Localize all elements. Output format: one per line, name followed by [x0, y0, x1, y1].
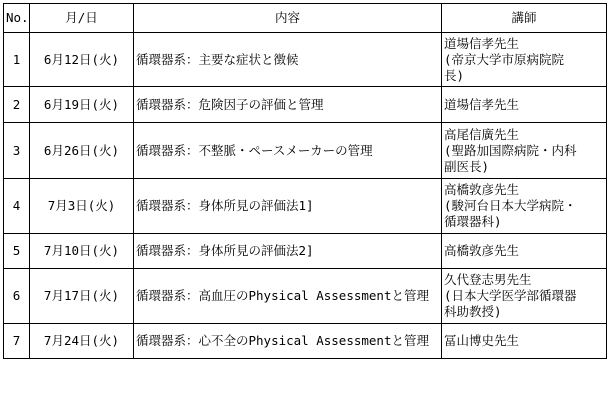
lecturer-line: 久代登志男先生	[444, 272, 532, 287]
table-row	[4, 179, 607, 234]
row-content: 循環器系：身体所見の評価法2]	[134, 234, 442, 269]
lecturer-line: (帝京大学市原病院院	[444, 51, 565, 67]
table-row	[4, 324, 607, 359]
lecturer-line: 道場信孝先生	[444, 35, 520, 51]
lecturer-line: 高橋敦彦先生	[444, 182, 520, 197]
lecturer-line: 長)	[444, 67, 465, 83]
lecturer-line: 循環器科)	[444, 214, 502, 229]
table-header-row	[4, 4, 607, 33]
row-lecturer	[442, 179, 607, 234]
row-no: 6	[4, 269, 30, 324]
lecturer-line: 副医長)	[444, 158, 490, 174]
table-row	[4, 269, 607, 324]
row-lecturer	[442, 123, 607, 179]
row-no: 5	[4, 234, 30, 269]
lecturer-line: 高尾信廣先生	[444, 126, 520, 142]
lecturer-line: (聖路加国際病院・内科	[444, 142, 577, 158]
row-date: 6月19日(火)	[30, 87, 134, 123]
row-lecturer	[442, 324, 607, 359]
row-lecturer	[442, 234, 607, 269]
row-date: 7月10日(火)	[30, 234, 134, 269]
row-lecturer	[442, 269, 607, 324]
row-lecturer	[442, 33, 607, 87]
row-date: 7月17日(火)	[30, 269, 134, 324]
row-no: 1	[4, 33, 30, 87]
lecturer-line: (駿河台日本大学病院・	[444, 198, 577, 213]
table-row	[4, 87, 607, 123]
lecturer-line: 高橋敦彦先生	[444, 243, 520, 258]
row-content: 循環器系：身体所見の評価法1]	[134, 179, 442, 234]
header-content: 内容	[134, 4, 442, 33]
table-row	[4, 234, 607, 269]
table-row	[4, 123, 607, 179]
row-date: 7月3日(火)	[30, 179, 134, 234]
table-row	[4, 33, 607, 87]
row-no: 7	[4, 324, 30, 359]
row-no: 3	[4, 123, 30, 179]
row-date: 7月24日(火)	[30, 324, 134, 359]
lecturer-line: (日本大学医学部循環器	[444, 288, 577, 303]
row-content: 循環器系：心不全のPhysical Assessmentと管理	[134, 324, 442, 359]
row-date: 6月12日(火)	[30, 33, 134, 87]
lecturer-line: 科助教授)	[444, 304, 502, 319]
lecturer-line: 冨山博史先生	[444, 333, 520, 348]
lecturer-line: 道場信孝先生	[444, 96, 520, 112]
row-no: 4	[4, 179, 30, 234]
lecture-schedule-table	[3, 3, 607, 359]
row-no: 2	[4, 87, 30, 123]
row-content: 循環器系：主要な症状と徴候	[134, 33, 442, 87]
row-content: 循環器系：危険因子の評価と管理	[134, 87, 442, 123]
row-lecturer	[442, 87, 607, 123]
row-date: 6月26日(火)	[30, 123, 134, 179]
header-no: No.	[4, 4, 30, 33]
header-lecturer: 講師	[442, 4, 607, 33]
row-content: 循環器系：不整脈・ペースメーカーの管理	[134, 123, 442, 179]
header-date: 月/日	[30, 4, 134, 33]
row-content: 循環器系：高血圧のPhysical Assessmentと管理	[134, 269, 442, 324]
